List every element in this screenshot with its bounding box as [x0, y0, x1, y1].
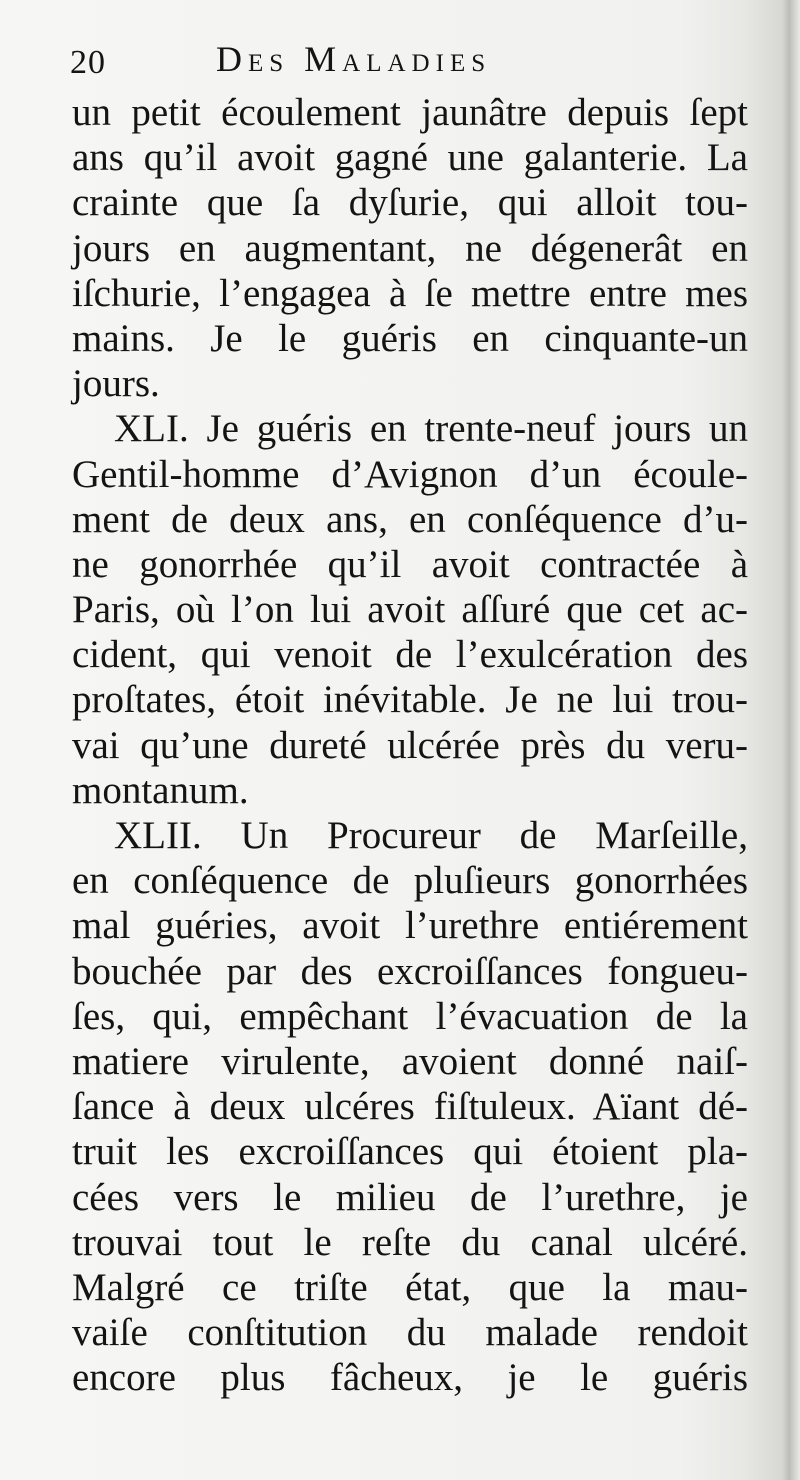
text-line: vai qu’une dureté ulcérée près du veru-	[72, 723, 748, 767]
running-title: Des Maladies	[216, 39, 492, 79]
text-line: mal guéries, avoit l’urethre entiérement	[72, 904, 748, 948]
text-line: encore plus fâcheux, je le guéris	[72, 1356, 748, 1400]
text-line: un petit écoulement jaunâtre depuis ſept	[72, 91, 748, 134]
page-header	[70, 38, 750, 88]
text-line: vaiſe conſtitution du malade rendoit	[72, 1311, 748, 1355]
text-line: jours.	[72, 362, 160, 406]
text-line: truit les excroiſſances qui étoient pla-	[72, 1130, 748, 1174]
text-line: ne gonorrhée qu’il avoit contractée à	[72, 542, 748, 586]
text-line: ment de deux ans, en conſéquence d’u-	[72, 497, 748, 541]
text-line: cident, qui venoit de l’exulcération des	[72, 633, 748, 677]
text-line: XLII. Un Procureur de Marſeille,	[114, 814, 748, 857]
text-line: en conſéquence de pluſieurs gonorrhées	[72, 859, 748, 903]
text-line: jours en augmentant, ne dégenerât en	[72, 226, 748, 270]
text-line: trouvai tout le reſte du canal ulcéré.	[72, 1220, 748, 1264]
text-line: bouchée par des excroiſſances fongueu-	[72, 949, 748, 993]
body-text	[72, 90, 748, 1400]
text-line: XLI. Je guéris en trente-neuf jours un	[114, 407, 748, 451]
page-number: 20	[70, 44, 106, 81]
text-line: Malgré ce triſte état, que la mau-	[72, 1265, 748, 1309]
text-line: montanum.	[72, 768, 249, 812]
text-line: ans qu’il avoit gagné une galanterie. La	[72, 136, 748, 180]
text-line: proſtates, étoit inévitable. Je ne lui trou-	[72, 678, 748, 722]
text-line: ſes, qui, empêchant l’évacuation de la	[72, 994, 748, 1038]
page-edge-shadow	[782, 0, 800, 1480]
text-line: matiere virulente, avoient donné naiſ-	[72, 1039, 748, 1083]
text-line: mains. Je le guéris en cinquante-un	[72, 316, 748, 360]
text-line: iſchurie, l’engagea à ſe mettre entre mes	[72, 271, 748, 315]
text-line: Gentil-homme d’Avignon d’un écoule-	[72, 452, 748, 496]
text-line: Paris, où l’on lui avoit aſſuré que cet ac-	[72, 588, 748, 632]
text-line: crainte que ſa dyſurie, qui alloit tou-	[72, 181, 748, 225]
text-line: ſance à deux ulcéres fiſtuleux. Aïant dé-	[72, 1085, 748, 1129]
text-line: cées vers le milieu de l’urethre, je	[72, 1175, 748, 1219]
